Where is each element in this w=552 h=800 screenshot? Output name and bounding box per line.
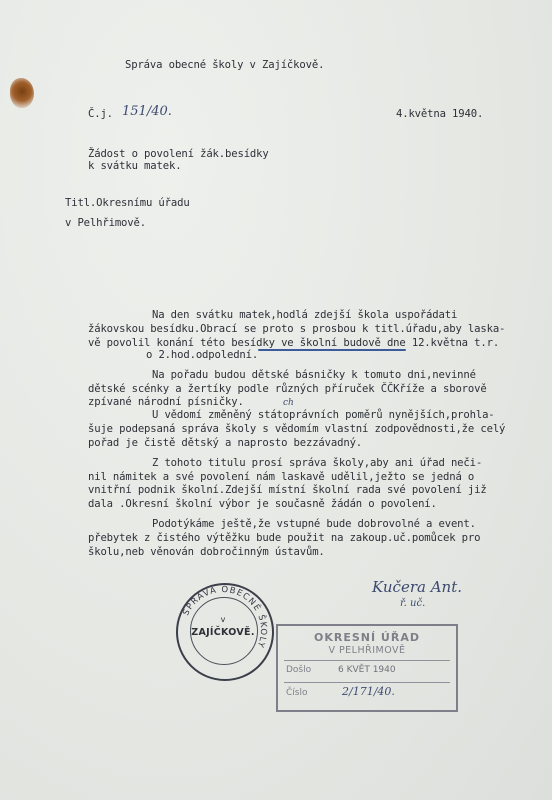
school-stamp	[176, 583, 274, 681]
office-stamp-received-date: 6 KVĚT 1940	[338, 665, 396, 675]
body-line: Z tohoto titulu prosí správa školy,aby ani úřad neči-	[152, 457, 483, 469]
subject-line-1: Žádost o povolení žák.besídky	[88, 148, 269, 160]
addressee-line-1: Titl.Okresnímu úřadu	[65, 197, 190, 209]
body-line: Podotýkáme ještě,že vstupné bude dobrovolné a event.	[152, 518, 476, 530]
handwritten-correction: ch	[283, 398, 294, 408]
body-line: vnitřní podnik školní.Zdejší místní školní rada své povolení již	[88, 484, 487, 496]
office-stamp-divider	[284, 660, 450, 661]
body-line: Na den svátku matek,hodlá zdejší škola uspořádati	[152, 309, 458, 321]
signature: Kučera Ant.	[372, 578, 462, 596]
body-line: U vědomí změněný státoprávních poměrů nynějších,prohla-	[152, 409, 495, 421]
body-line: dětské scénky a žertíky podle různých příruček ČČKříže a sborově	[88, 383, 487, 395]
office-stamp-number-label: Číslo	[286, 688, 308, 698]
office-stamp	[276, 624, 458, 712]
reference-number: 151/40.	[122, 104, 172, 119]
office-stamp-title-1: OKRESNÍ ÚŘAD	[314, 631, 420, 644]
school-stamp-center-1: v	[220, 615, 226, 624]
body-line: žákovskou besídku.Obrací se proto s prosbou k titl.úřadu,aby laska-	[88, 323, 506, 335]
body-line: vě povolil konání této besídky ve školní budově dne 12.května t.r.	[88, 337, 500, 349]
school-stamp-ring-text: SPRÁVA OBECNÉ ŠKOLY	[181, 584, 269, 650]
body-line: přebytek z čistého výtěžku bude použit na zakoup.uč.pomůcek pro	[88, 532, 481, 544]
letter-date: 4.května 1940.	[396, 108, 484, 120]
letter-header: Správa obecné školy v Zajíčkově.	[125, 59, 325, 71]
reference-prefix: Č.j.	[88, 108, 113, 120]
ink-stain	[10, 78, 34, 108]
body-line: pořad je čistě dětský a naprosto bezzávadný.	[88, 437, 363, 449]
body-line: školu,neb věnován dobročinným ústavům.	[88, 546, 325, 558]
office-stamp-number-value: 2/171/40.	[342, 685, 395, 698]
body-line: dala .Okresní školní výbor je současně žádán o povolení.	[88, 498, 437, 510]
body-line: zpívané národní písničky.	[88, 396, 244, 408]
subject-line-2: k svátku matek.	[88, 160, 182, 172]
signature-title: ř. uč.	[400, 598, 426, 609]
office-stamp-title-2: V PELHŘIMOVĚ	[328, 645, 406, 656]
pen-underline	[258, 349, 406, 351]
body-line: šuje podepsaná správa školy s vědomím vlastní zodpovědnosti,že celý	[88, 423, 506, 435]
addressee-line-2: v Pelhřimově.	[65, 217, 146, 229]
office-stamp-received-label: Došlo	[286, 665, 312, 675]
body-line: o 2.hod.odpolední.	[146, 349, 259, 361]
body-line: nil námitek a své povolení nám laskavě udělil,ježto se jedná o	[88, 471, 475, 483]
school-stamp-center-2: ZAJÍČKOVĚ.	[191, 627, 255, 638]
office-stamp-divider	[284, 682, 450, 683]
body-line: Na pořadu budou dětské básničky k tomuto dni,nevinné	[152, 369, 476, 381]
